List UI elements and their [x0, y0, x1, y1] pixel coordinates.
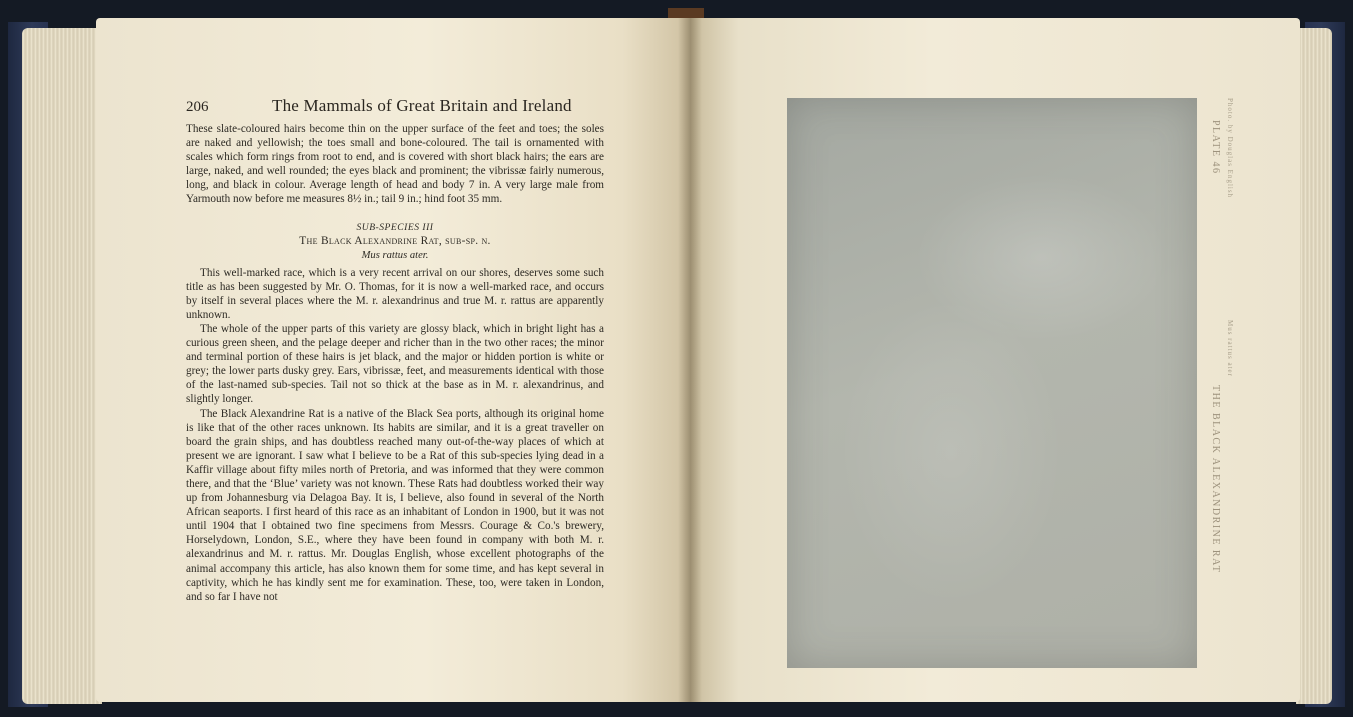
page-stack-right	[1296, 28, 1332, 704]
paragraph: This well-marked race, which is a very recent arrival on our shores, deserves some such title as has been suggested by Mr. O. Thomas, for it is now a well-marked race, and occurs by itself in several places where the M. r. alexandrinus and true M. r. rattus are apparently unknown.	[186, 266, 604, 321]
body-text	[186, 122, 604, 604]
plate-caption	[1210, 110, 1226, 670]
page-number: 206	[186, 99, 209, 115]
page-gutter	[678, 18, 702, 702]
section-title: The Black Alexandrine Rat, sub-sp. n.	[299, 234, 491, 247]
photo-plate	[787, 98, 1197, 668]
running-head-title: The Mammals of Great Britain and Ireland	[272, 96, 572, 115]
page-stack-left	[22, 28, 102, 704]
section-heading	[186, 221, 604, 262]
plate-title: THE BLACK ALEXANDRINE RAT	[1210, 385, 1221, 574]
plate-credit: Photo. by Douglas English	[1226, 98, 1234, 199]
running-header	[186, 96, 606, 120]
section-latin-name: Mus rattus ater.	[361, 249, 429, 261]
paragraph: The Black Alexandrine Rat is a native of the Black Sea ports, although its original home is like that of the other races unknown. Its habits are similar, and it is a great traveller on board the grain ships, and has doubtless reached many out-of-the-way places of which at present we are ignorant. I saw what I believe to be a Rat of this sub-species lying dead in a Kaffir village about fifty miles north of Pretoria, and was informed that they were common there, and that the ‘Blue’ variety was not known. These Rats had doubtless worked their way up from Johannesburg via Delagoa Bay. It is, I believe, also found in several of the North African seaports. I first heard of this race as an inhabitant of London in 1900, but it was not until 1904 that I obtained two fine specimens from Messrs. Courage & Co.'s brewery, Horselydown, London, S.E., where they have been found in company with both M. r. alexandrinus and M. r. rattus. Mr. Douglas English, whose excellent photographs of the animal accompany this article, has also known them for some time, and has kept several in captivity, which he has kindly sent me for examination. These, too, were taken in London, and so far I have not	[186, 407, 604, 603]
plate-subtitle: Mus rattus ater	[1226, 320, 1234, 377]
intro-paragraph: These slate-coloured hairs become thin on the upper surface of the feet and toes; the soles are naked and yellowish; the toes small and bone-coloured. The tail is ornamented with scales which form rings from root to end, and is covered with short black hairs; the ears are large, naked, and well rounded; the eyes black and prominent; the vibrissæ fairly numerous, long, and black in colour. Average length of head and body 7 in. A very large male from Yarmouth now before me measures 8½ in.; tail 9 in.; hind foot 35 mm.	[186, 123, 604, 206]
section-label: SUB-SPECIES III	[356, 221, 434, 233]
plate-label: PLATE 46	[1210, 120, 1221, 175]
paragraph: The whole of the upper parts of this variety are glossy black, which in bright light has a curious green sheen, and the pelage deeper and richer than in the two other races; the minor and terminal portion of these hairs is jet black, and the major or hidden portion is white or grey; the lower parts dusky grey. Ears, vibrissæ, feet, and measurements identical with those of the last-named sub-species. Tail not so thick at the base as in M. r. alexandrinus, and slightly longer.	[186, 322, 604, 406]
